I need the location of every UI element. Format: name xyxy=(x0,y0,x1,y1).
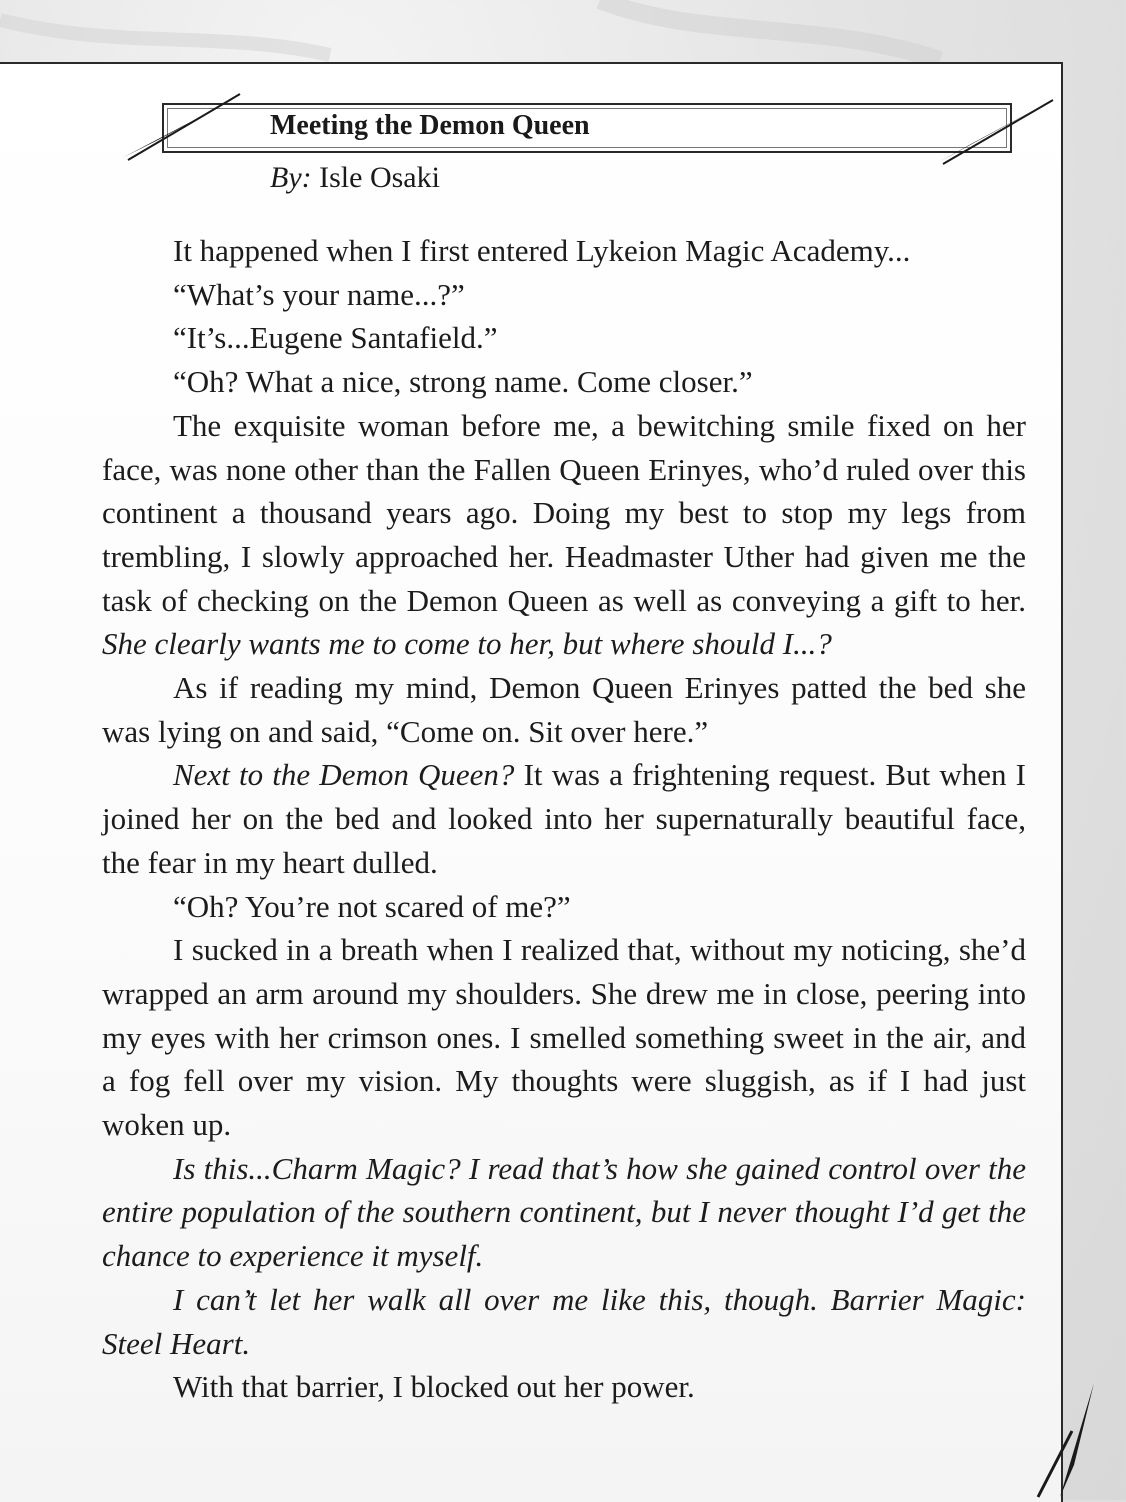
story-paragraph xyxy=(102,1365,1026,1409)
story-title: Meeting the Demon Queen xyxy=(270,110,590,141)
italic-text-run: I can’t let her walk all over me like this, though. Barrier Magic: Steel Heart. xyxy=(102,1281,1026,1361)
story-paragraph xyxy=(102,928,1026,1147)
text-run: “Oh? What a nice, strong name. Come closer.” xyxy=(173,364,753,400)
text-run: With that barrier, I blocked out her power. xyxy=(173,1369,695,1405)
italic-text-run: Next to the Demon Queen? xyxy=(173,757,515,793)
story-paragraph xyxy=(102,316,1026,360)
text-run: I sucked in a breath when I realized that, without my noticing, she’d wrapped an arm around my shoulders. She drew me in close, peering into my eyes with her crimson ones. I smelled something sweet in the air, and a fog fell over my vision. My thoughts were sluggish, as if I had just woken up. xyxy=(102,932,1026,1143)
text-run: The exquisite woman before me, a bewitching smile fixed on her face, was none other than the Fallen Queen Erinyes, who’d ruled over this continent a thousand years ago. Doing my best to stop my legs from trembling, I slowly approached her. Headmaster Uther had given me the task of checking on the Demon Queen as well as conveying a gift to her. xyxy=(102,407,1026,618)
text-run: “Oh? You’re not scared of me?” xyxy=(173,888,571,924)
story-body xyxy=(102,229,1026,1409)
story-paragraph xyxy=(102,1147,1026,1278)
story-paragraph xyxy=(102,666,1026,753)
story-paragraph xyxy=(102,885,1026,929)
story-paragraph xyxy=(102,273,1026,317)
story-paragraph xyxy=(102,404,1026,666)
italic-text-run: Is this...Charm Magic? I read that’s how she gained control over the entire population of the southern continent, but I never thought I’d get the chance to experience it myself. xyxy=(102,1150,1026,1274)
text-run: As if reading my mind, Demon Queen Erinyes patted the bed she was lying on and said, “Come on. Sit over here.” xyxy=(102,670,1026,749)
italic-text-run: She clearly wants me to come to her, but where should I...? xyxy=(102,626,832,662)
story-paragraph xyxy=(102,360,1026,404)
text-run: “It’s...Eugene Santafield.” xyxy=(173,320,498,356)
byline xyxy=(270,161,440,195)
story-paragraph xyxy=(102,229,1026,273)
by-label: By: xyxy=(270,161,312,194)
story-paragraph xyxy=(102,1278,1026,1365)
text-run: It happened when I first entered Lykeion Magic Academy... xyxy=(173,233,911,268)
text-run: It was a frightening request. But when I joined her on the bed and looked into her supernaturally beautiful face, the fear in my heart dulled. xyxy=(102,757,1027,880)
text-run: “What’s your name...?” xyxy=(173,276,465,312)
author-name: Isle Osaki xyxy=(319,161,440,194)
story-paragraph xyxy=(102,753,1026,884)
